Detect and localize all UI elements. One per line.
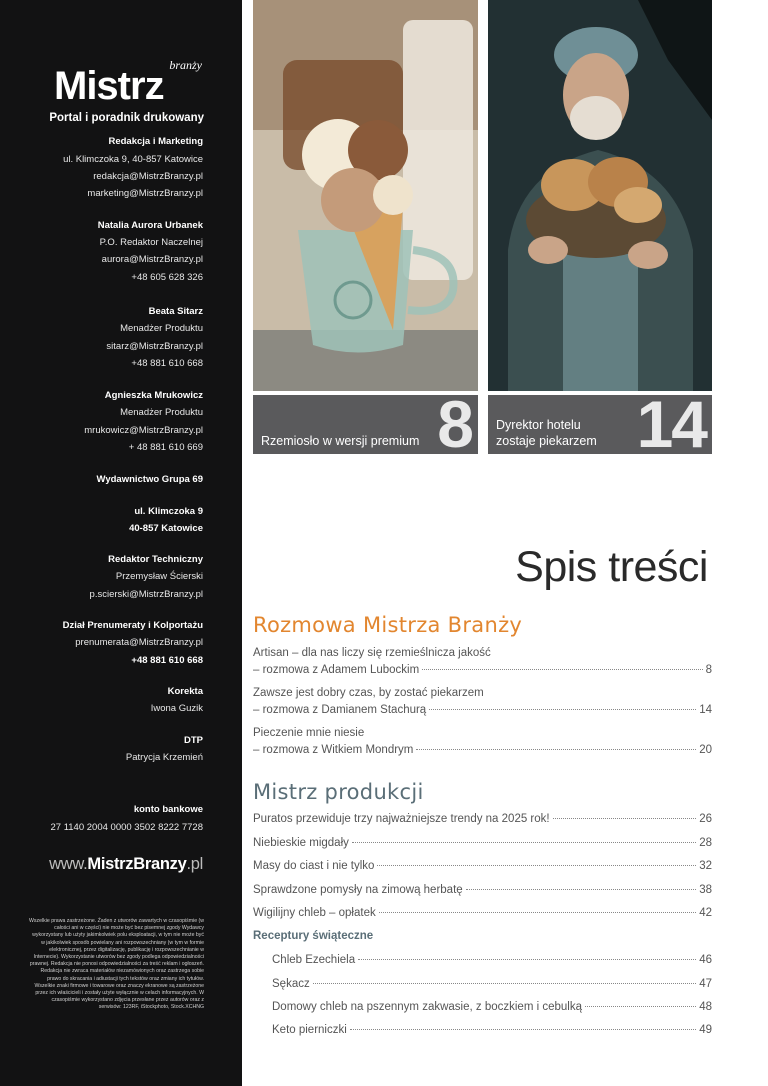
toc-page-number: 49	[699, 1024, 712, 1036]
feature-caption-line-2: zostaje piekarzem	[496, 434, 597, 448]
proofreading-name: Iwona Guzik	[150, 703, 203, 714]
feature-caption-1[interactable]	[253, 395, 478, 454]
leader-dots	[358, 959, 696, 960]
leader-dots	[585, 1006, 696, 1007]
contact-role: Menadżer Produktu	[120, 407, 203, 418]
tech-editor-name: Przemysław Ścierski	[115, 571, 203, 582]
leader-dots	[429, 709, 696, 710]
subscriptions-phone: +48 881 610 668	[131, 655, 203, 666]
toc-entry-title: Niebieskie migdały	[253, 837, 349, 849]
contact-name: Beata Sitarz	[148, 306, 203, 317]
mistrz-branzy-logo	[54, 58, 204, 108]
toc-entry[interactable]	[272, 976, 712, 993]
contact-name: Natalia Aurora Urbanek	[97, 220, 203, 231]
toc-entry[interactable]	[253, 905, 712, 922]
tagline: Portal i poradnik drukowany	[49, 112, 204, 124]
toc-entry-title: Keto pierniczki	[272, 1024, 347, 1036]
toc-page-number: 48	[699, 1001, 712, 1013]
toc-entry[interactable]	[272, 999, 712, 1016]
toc-entry-title: Masy do ciast i nie tylko	[253, 860, 375, 872]
baker-illustration	[488, 0, 712, 391]
contact-email: sitarz@MistrzBranzy.pl	[106, 341, 203, 352]
toc-page-number: 20	[699, 744, 712, 756]
contact-email: mrukowicz@MistrzBranzy.pl	[84, 425, 203, 436]
dtp-label: DTP	[184, 735, 203, 746]
publisher-city: 40-857 Katowice	[129, 523, 203, 534]
toc-entry[interactable]	[253, 811, 712, 828]
contact-name: Agnieszka Mrukowicz	[104, 390, 203, 401]
legal-notice: Wszelkie prawa zastrzeżone. Żaden z utworów zawartych w czasopiśmie (w całości ani w części) nie może być bez pisemnej zgody Wydawcy wykorzystany lub użyty jakimkolwiek polu eksploatacji, w tym nie może być w jakikolwiek sposób powielany ani rozpowszechniany (w tym w formie elektronicznej, przez digitalizację, publikację i rozpowszechnianie w Internecie). Wykorzystanie utworów bez zgody podlega odpowiedzialności prawnej. Redakcja nie ponosi odpowiedzialności za treść reklam i ogłoszeń. Redakcja nie zwraca materiałów niezamówionych oraz zastrzega sobie prawo do skracania i adiustacji tych tekstów oraz zmiany ich tytułów. Wszelkie znaki firmowe i towarowe oraz znaczy ekranowe są zastrzeżone przez ich właścicieli i zostały użyte wyłącznie w celach informacyjnych. W czasopiśmie wykorzystano zdjęcia przesłane przez autorów oraz z serwisów: 123RF, iStockphoto, Stock.XCHNG	[29, 918, 204, 1011]
dtp-name: Patrycja Krzemień	[125, 752, 203, 763]
feature-caption-2[interactable]	[488, 395, 712, 454]
section-heading-production: Mistrz produkcji	[253, 780, 424, 804]
logo-subword: branży	[169, 58, 202, 72]
section-heading-interview: Rozmowa Mistrza Branży	[253, 613, 523, 637]
baker-photo	[488, 0, 712, 391]
website-suffix: .pl	[186, 855, 203, 873]
toc-entry-title: Chleb Ezechiela	[272, 954, 356, 966]
leader-dots	[350, 1029, 696, 1030]
toc-page-number: 14	[699, 704, 712, 716]
subsection-heading: Receptury świąteczne	[253, 930, 374, 942]
feature-page-number: 8	[437, 395, 472, 454]
toc-entry[interactable]	[253, 858, 712, 875]
toc-entry-title: Wigilijny chleb – opłatek	[253, 907, 376, 919]
toc-entry[interactable]	[253, 835, 712, 852]
publisher: Wydawnictwo Grupa 69	[96, 474, 203, 485]
toc-entry-subtitle: – rozmowa z Witkiem Mondrym	[253, 744, 414, 756]
toc-entry[interactable]	[253, 882, 712, 899]
editorial-label: Redakcja i Marketing	[108, 136, 203, 147]
toc-entry-subtitle: – rozmowa z Adamem Lubockim	[253, 664, 420, 676]
toc-page-number: 8	[705, 664, 712, 676]
leader-dots	[379, 912, 696, 913]
toc-entry[interactable]	[272, 1022, 712, 1039]
marketing-email: marketing@MistrzBranzy.pl	[87, 188, 203, 199]
leader-dots	[466, 889, 697, 890]
leader-dots	[422, 669, 702, 670]
toc-title: Spis treści	[515, 543, 708, 591]
toc-page-number: 32	[699, 860, 712, 872]
website-link[interactable]	[49, 855, 203, 874]
masthead-sidebar	[0, 0, 242, 1086]
leader-dots	[377, 865, 696, 866]
contact-role: Menadżer Produktu	[120, 323, 203, 334]
editorial-address: ul. Klimczoka 9, 40-857 Katowice	[63, 154, 203, 165]
toc-entry[interactable]	[272, 952, 712, 969]
contact-phone: +48 605 628 326	[131, 272, 203, 283]
toc-entry[interactable]	[253, 685, 712, 719]
ice-cream-photo	[253, 0, 478, 391]
feature-caption-line-1: Dyrektor hotelu	[496, 418, 581, 432]
toc-entry-title: Artisan – dla nas liczy się rzemieślnicza jakość	[253, 647, 491, 659]
toc-page-number: 26	[699, 813, 712, 825]
logo-wordmark: Mistrz	[54, 64, 164, 108]
toc-entry-title: Pieczenie mnie niesie	[253, 727, 365, 739]
toc-entry[interactable]	[253, 645, 712, 679]
website-main: MistrzBranzy	[87, 855, 187, 873]
editorial-email: redakcja@MistrzBranzy.pl	[93, 171, 203, 182]
feature-caption-text: Rzemiosło w wersji premium	[261, 434, 420, 448]
toc-page-number: 42	[699, 907, 712, 919]
toc-page-number: 28	[699, 837, 712, 849]
toc-entry-title: Sprawdzone pomysły na zimową herbatę	[253, 884, 463, 896]
subscriptions-email: prenumerata@MistrzBranzy.pl	[75, 637, 203, 648]
toc-page-number: 47	[699, 978, 712, 990]
tech-editor-label: Redaktor Techniczny	[108, 554, 203, 565]
tech-editor-email: p.scierski@MistrzBranzy.pl	[89, 589, 203, 600]
website-prefix: www.	[49, 855, 88, 873]
toc-entry-title: Sękacz	[272, 978, 310, 990]
toc-entry-title: Puratos przewiduje trzy najważniejsze trendy na 2025 rok!	[253, 813, 550, 825]
subscriptions-label: Dział Prenumeraty i Kolportażu	[62, 620, 203, 631]
toc-page-number: 38	[699, 884, 712, 896]
toc-page-number: 46	[699, 954, 712, 966]
toc-entry-subtitle: – rozmowa z Damianem Stachurą	[253, 704, 427, 716]
proofreading-label: Korekta	[167, 686, 203, 697]
contact-phone: + 48 881 610 669	[128, 442, 203, 453]
feature-page-number: 14	[636, 395, 706, 454]
ice-cream-illustration	[253, 0, 478, 391]
bank-account-number: 27 1140 2004 0000 3502 8222 7728	[50, 822, 203, 833]
leader-dots	[416, 749, 696, 750]
contact-role: P.O. Redaktor Naczelnej	[99, 237, 203, 248]
contact-email: aurora@MistrzBranzy.pl	[101, 254, 203, 265]
leader-dots	[553, 818, 697, 819]
toc-entry-title: Domowy chleb na pszennym zakwasie, z boczkiem i cebulką	[272, 1001, 582, 1013]
toc-entry-title: Zawsze jest dobry czas, by zostać piekarzem	[253, 687, 484, 699]
leader-dots	[313, 983, 696, 984]
toc-entry[interactable]	[253, 725, 712, 759]
contact-phone: +48 881 610 668	[131, 358, 203, 369]
leader-dots	[352, 842, 696, 843]
publisher-street: ul. Klimczoka 9	[134, 506, 203, 517]
bank-account-label: konto bankowe	[133, 804, 203, 815]
